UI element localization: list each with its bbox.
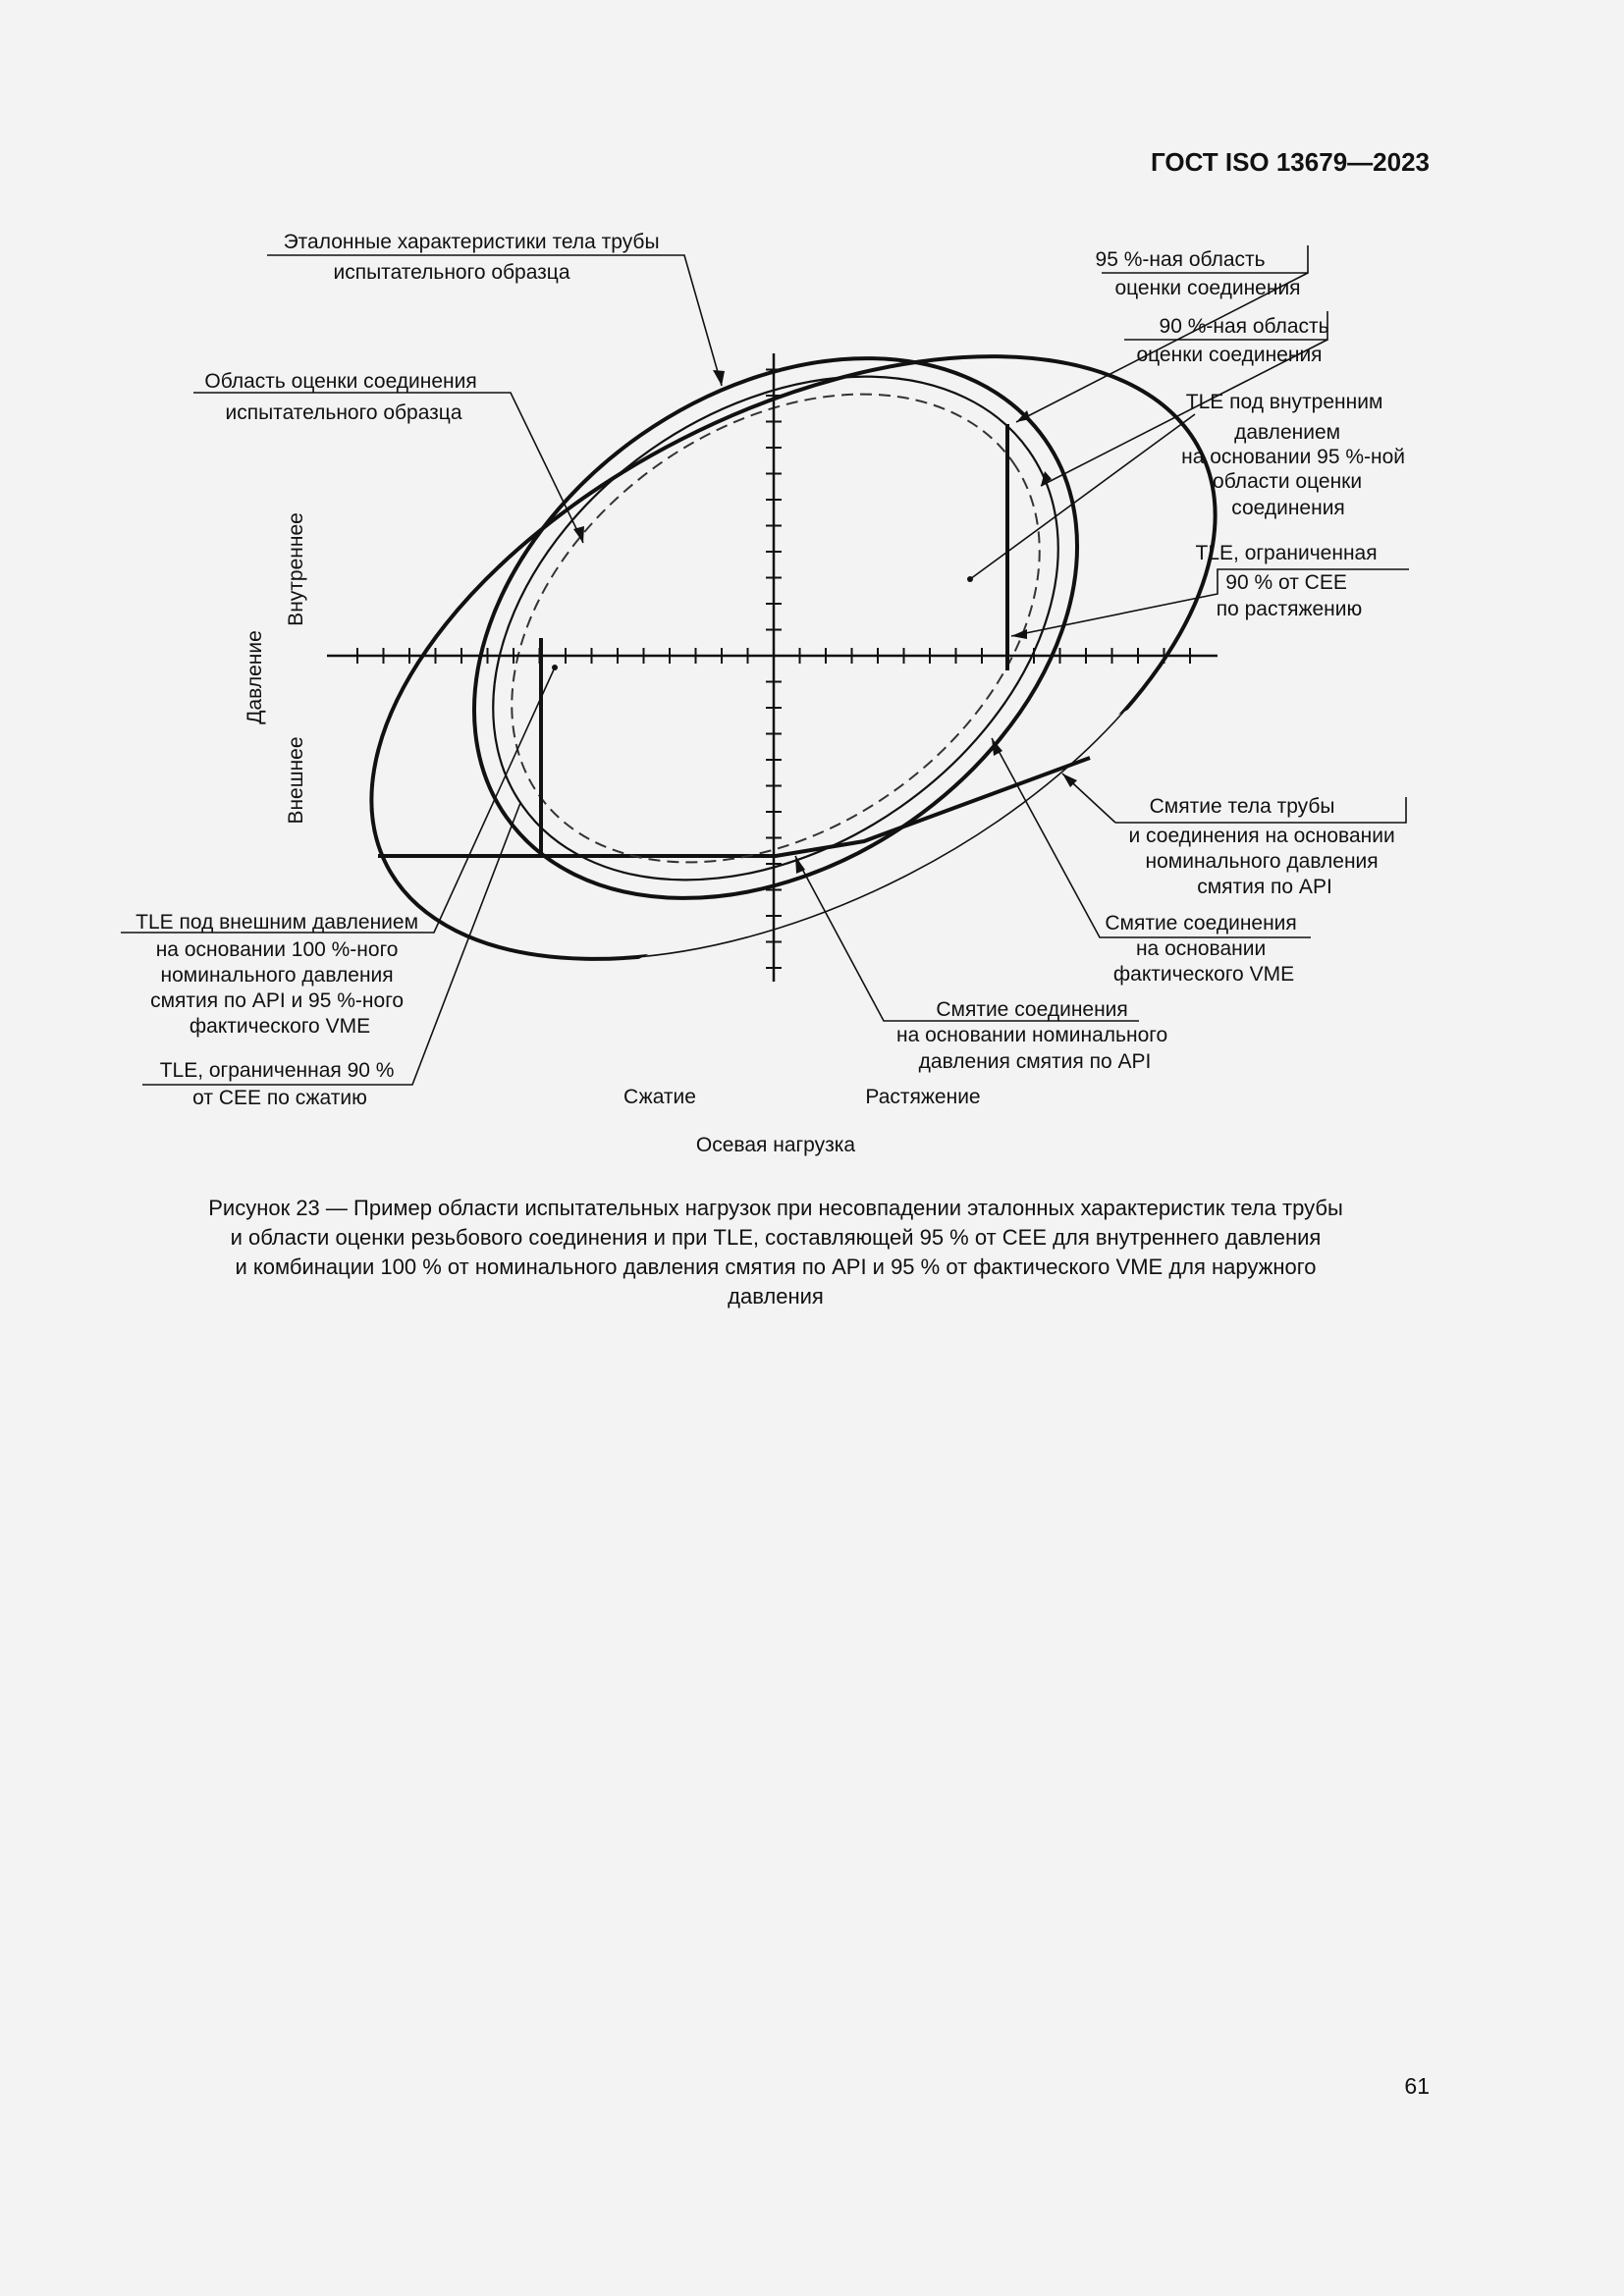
- axis-title-pressure: Давление: [244, 630, 266, 724]
- axis-label-internal: Внутреннее: [285, 512, 307, 626]
- axis-label-external: Внешнее: [285, 736, 307, 825]
- label-connection-area: Область оценки соединения испытательного образца: [204, 370, 477, 424]
- figure-caption: [108, 1194, 1443, 1311]
- document-code: ГОСТ ISO 13679—2023: [1150, 147, 1430, 177]
- axis-title-axial-load: Осевая нагрузка: [695, 1134, 856, 1156]
- label-tle-tension: TLE, ограниченная 90 % от CEE по растяжению: [1195, 542, 1378, 620]
- label-collapse-api: Смятие соединения на основании номинального давления смятия по API: [896, 998, 1168, 1073]
- label-collapse-vme: Смятие соединения на основании фактического VME: [1105, 912, 1297, 986]
- label-tle-internal: TLE под внутренним давлением на основании 95 %-ной области оценки соединения: [1181, 391, 1406, 519]
- label-collapse-body: Смятие тела трубы и соединения на основании номинального давления смятия по API: [1128, 795, 1395, 898]
- label-tle-external: TLE под внешним давлением на основании 100 %-ного номинального давления смятия по API и 95 %-ного фактического VME: [135, 911, 419, 1038]
- caption-line: давления: [728, 1284, 824, 1308]
- caption-line: и области оценки резьбового соединения и при TLE, составляющей 95 % от CEE для внутреннего давления: [230, 1225, 1322, 1250]
- page-number: 61: [1404, 2073, 1430, 2099]
- caption-line: Рисунок 23 — Пример области испытательных нагрузок при несовпадении эталонных характеристик тела трубы: [208, 1196, 1343, 1220]
- label-reference-body: Эталонные характеристики тела трубы испытательного образца: [283, 231, 660, 284]
- area-95-ellipse: [398, 272, 1155, 984]
- caption-line: и комбинации 100 % от номинального давления смятия по API и 95 % от фактического VME для наружного: [235, 1255, 1317, 1279]
- label-tle-compression: TLE, ограниченная 90 % от CEE по сжатию: [159, 1059, 395, 1109]
- axis-label-tension: Растяжение: [865, 1086, 981, 1108]
- label-area-95: 95 %-ная область оценки соединения: [1095, 248, 1301, 299]
- label-area-90: 90 %-ная область оценки соединения: [1136, 315, 1329, 366]
- axis-label-compression: Сжатие: [623, 1086, 696, 1108]
